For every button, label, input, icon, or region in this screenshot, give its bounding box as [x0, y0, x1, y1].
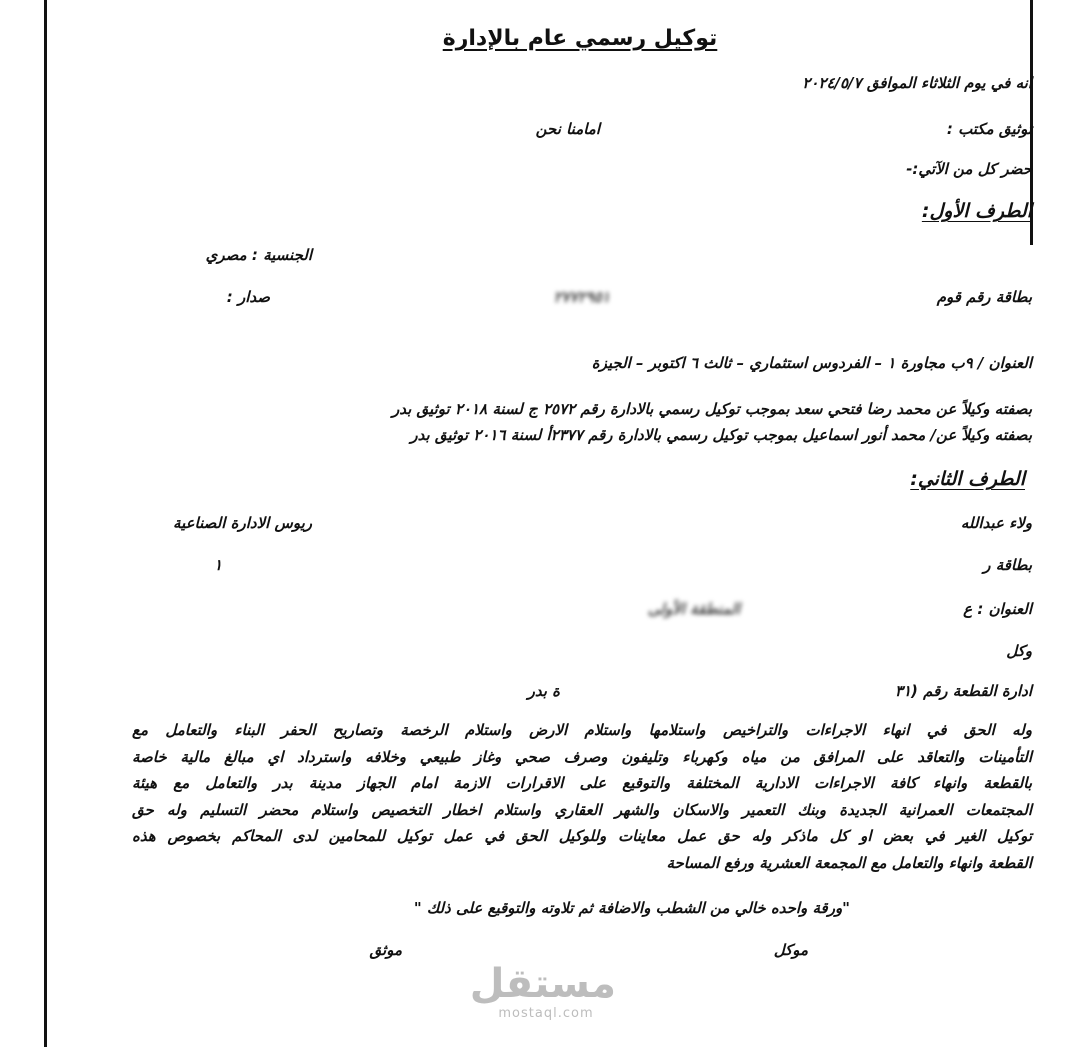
party2-id-label: بطاقة ر: [983, 556, 1032, 574]
document-title: توكيل رسمي عام بالإدارة: [442, 26, 718, 51]
date-line: انه في يوم الثلاثاء الموافق ٢٠٢٤/٥/٧: [802, 74, 1032, 92]
office-label: توثيق مكتب :: [946, 120, 1032, 138]
signature-notary: موثق: [369, 941, 402, 959]
party1-id-label: بطاقة رقم قوم: [936, 288, 1032, 306]
attendance-line: حضر كل من الآتي:-: [906, 160, 1032, 178]
party2-address-value: المنطقة الأولى: [647, 600, 740, 618]
watermark-logo-text: مستقل: [469, 961, 616, 1007]
party1-nationality: الجنسية : مصري: [205, 246, 312, 264]
party1-issue-label: صدار :: [226, 288, 270, 306]
authority-paragraph: [132, 717, 1032, 876]
plot-label: ادارة القطعة رقم (٣١: [894, 682, 1032, 700]
party1-id-number: ٢٧٧٢٩٥١: [553, 288, 610, 306]
paragraph-line: التأمينات والتعاقد على المرافق من مياه وكهرباء وتليفون وصرف صحي وغاز طبيعي وخلافه واسترداد اي مبالغ مالية خاصة: [132, 747, 1032, 766]
party1-heading: الطرف الأول:: [921, 200, 1032, 222]
party2-address-label: العنوان : ع: [963, 600, 1032, 618]
party1-address: العنوان / ٩ب مجاورة ١ – الفردوس استثماري – ثالث ٦ اكتوبر – الجيزة: [591, 354, 1032, 372]
paragraph-line: القطعة وانهاء والتعامل مع المجمعة العشرية ورفع المساحة: [666, 853, 1032, 872]
party2-heading: الطرف الثاني:: [910, 468, 1025, 490]
paragraph-line: توكيل الغير في بعض او كل ماذكر وله حق عمل معاينات وللوكيل الحق في عمل توكيل للمحامين لدى المحاكم بخصوص هذه: [132, 827, 1032, 845]
before-us-text: امامنا نحن: [535, 120, 600, 138]
watermark-url: mostaql.com: [498, 1006, 594, 1021]
paragraph-line: المجتمعات العمرانية الجديدة وبنك التعمير والاسكان والشهر العقاري واستلام اخطار التخصيص واستلام محضر التسليم وله حق: [132, 800, 1032, 819]
paragraph-line: وله الحق في انهاء الاجراءات والتراخيص واستلامها واستلام الارض واستلام الرخصة وتصاريح الحفر البناء والتعامل مع: [132, 721, 1032, 739]
party2-role: ريوس الادارة الصناعية: [173, 514, 312, 532]
party1-agency-1: بصفته وكيلاً عن محمد رضا فتحي سعد بموجب توكيل رسمي بالادارة رقم ٢٥٧٢ ج لسنة ٢٠١٨ توثيق بدر: [391, 400, 1032, 418]
party2-agent-label: وكل: [1006, 642, 1032, 660]
page-border-left: [44, 0, 47, 1047]
closing-statement: "ورقة واحده خالي من الشطب والاضافة ثم تلاوته والتوقيع على ذلك ": [413, 899, 850, 917]
party1-agency-2: بصفته وكيلاً عن/ محمد أنور اسماعيل بموجب توكيل رسمي بالادارة رقم ٢٣٧٧أ لسنة ٢٠١٦ توثيق بدر: [410, 426, 1032, 444]
party2-name: ولاء عبدالله: [960, 514, 1032, 532]
plot-end: ة بدر: [527, 682, 560, 700]
mostaql-watermark: [469, 961, 616, 1022]
signature-principal: موكل: [773, 941, 808, 959]
party2-id-digit: ١: [213, 556, 222, 574]
paragraph-line: بالقطعة وانهاء كافة الاجراءات الادارية المختلفة والتوقيع على الاقرارات الازمة امام الجهاز مدينة بدر والتعامل مع هيئة: [132, 774, 1032, 792]
